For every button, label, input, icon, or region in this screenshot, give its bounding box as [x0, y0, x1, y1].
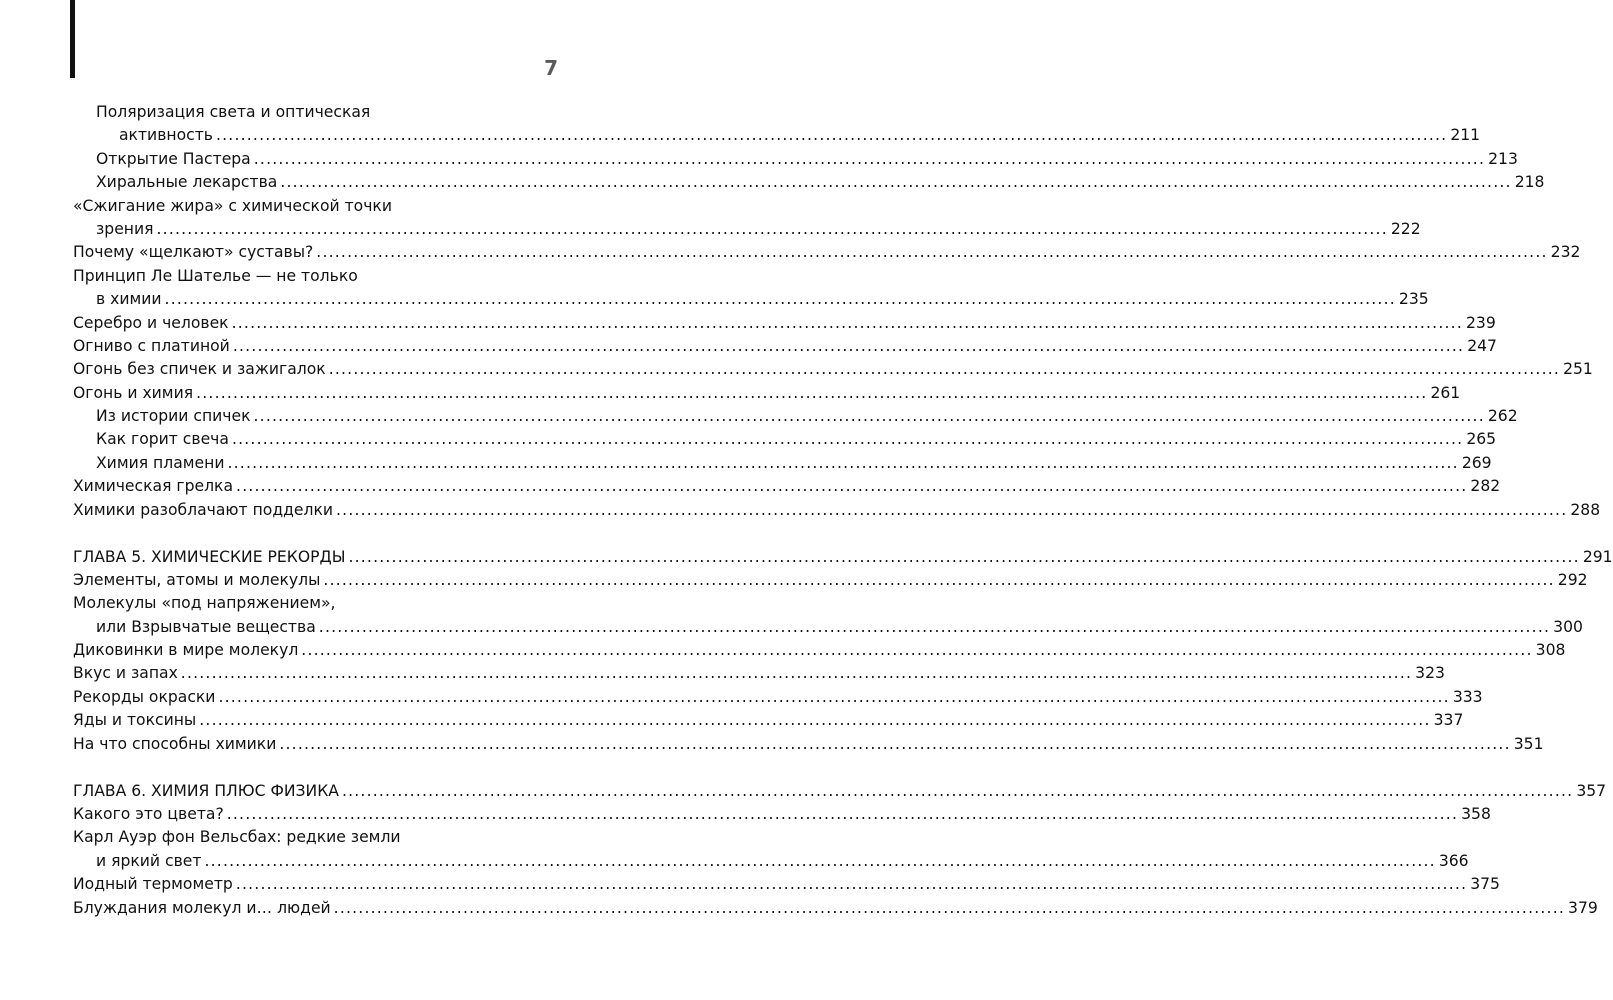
dot-leader: ........................................................................................................................................................................................................ — [235, 875, 1468, 894]
dot-leader: ........................................................................................................................................................................................................ — [341, 781, 1574, 800]
toc-entry — [73, 288, 1429, 311]
toc-entry — [73, 171, 1545, 194]
toc-entry — [73, 382, 1461, 405]
toc-entry — [73, 662, 1445, 685]
toc-entry-title: Огонь без спичек и зажигалок — [73, 360, 326, 379]
dot-leader: ........................................................................................................................................................................................................ — [318, 617, 1551, 636]
toc-entry — [73, 546, 1613, 569]
toc-entry-title: На что способны химики — [73, 734, 277, 753]
toc-entry — [73, 312, 1496, 335]
toc-entry-page: 288 — [1570, 500, 1601, 519]
dot-leader: ........................................................................................................................................................................................................ — [199, 711, 1431, 730]
toc-entry — [73, 452, 1492, 475]
toc-entry-title: ГЛАВА 5. ХИМИЧЕСКИЕ РЕКОРДЫ — [73, 547, 346, 566]
toc-entry — [73, 733, 1544, 756]
toc-entry-title: Молекулы «под напряжением», — [73, 594, 336, 613]
toc-entry-page: 375 — [1470, 875, 1500, 894]
toc-entry-page: 213 — [1488, 149, 1518, 168]
toc-entry — [73, 569, 1588, 592]
toc-entry-title: Диковинки в мире молекул — [73, 641, 299, 660]
toc-entry-title: Поляризация света и оптическая — [96, 103, 371, 121]
toc-entry-page: 337 — [1433, 711, 1464, 730]
toc-entry — [73, 218, 1421, 241]
toc-entry-title: зрения — [96, 219, 154, 238]
toc-entry-page: 357 — [1576, 781, 1607, 800]
toc-entry-title: или Взрывчатые вещества — [96, 617, 316, 636]
dot-leader: ........................................................................................................................................................................................................ — [164, 290, 1396, 309]
toc-entry-page: 239 — [1465, 313, 1496, 332]
dot-leader: ........................................................................................................................................................................................................ — [280, 173, 1512, 192]
toc-entry — [73, 850, 1469, 873]
toc-entry — [73, 335, 1497, 358]
dot-leader: ........................................................................................................................................................................................................ — [215, 126, 1448, 145]
toc-entry — [73, 358, 1593, 381]
dot-leader: ........................................................................................................................................................................................................ — [227, 453, 1459, 472]
toc-entry-title: Блуждания молекул и… людей — [73, 898, 331, 917]
toc-entry-title: Из истории спичек — [96, 407, 251, 426]
toc-entry-page: 251 — [1563, 360, 1593, 379]
page-edge-bar — [70, 0, 75, 78]
page-number: 7 — [544, 56, 558, 80]
toc-entry — [73, 475, 1501, 498]
toc-entry-page: 262 — [1487, 407, 1518, 426]
toc-entry-title: Огонь и химия — [73, 383, 194, 402]
dot-leader: ........................................................................................................................................................................................................ — [232, 336, 1465, 355]
toc-entry-title: Серебро и человек — [73, 313, 229, 332]
toc-entry-title: Вкус и запах — [73, 664, 178, 683]
toc-entry — [73, 499, 1601, 522]
dot-leader: ........................................................................................................................................................................................................ — [333, 898, 1566, 917]
toc-entry-continued — [73, 265, 517, 288]
toc-entry — [73, 803, 1491, 826]
section-gap — [73, 756, 517, 780]
toc-entry-title: Хиральные лекарства — [96, 173, 278, 192]
toc-entry-page: 358 — [1461, 804, 1491, 823]
toc-entry — [73, 686, 1483, 709]
toc-entry — [73, 616, 1583, 639]
toc-entry-title: Почему «щелкают» суставы? — [73, 243, 314, 262]
dot-leader: ........................................................................................................................................................................................................ — [279, 734, 1511, 753]
toc-entry-page: 211 — [1450, 126, 1481, 145]
toc-entry-page: 291 — [1582, 547, 1613, 566]
toc-entry-page: 333 — [1452, 687, 1483, 706]
dot-leader: ........................................................................................................................................................................................................ — [316, 243, 1548, 262]
toc-entry-page: 323 — [1415, 664, 1445, 683]
toc-entry-title: «Сжигание жира» с химической точки — [73, 196, 392, 215]
toc-entry-title: Огниво с платиной — [73, 336, 230, 355]
toc-entry-page: 235 — [1398, 290, 1429, 309]
toc-entry — [73, 124, 1481, 147]
dot-leader: ........................................................................................................................................................................................................ — [301, 641, 1533, 660]
toc-entry-page: 292 — [1557, 570, 1588, 589]
toc-entry-title: Карл Ауэр фон Вельсбах: редкие земли — [73, 828, 401, 847]
toc-entry — [73, 873, 1500, 896]
toc-entry — [73, 780, 1607, 803]
dot-leader: ........................................................................................................................................................................................................ — [204, 851, 1436, 870]
dot-leader: ........................................................................................................................................................................................................ — [336, 500, 1568, 519]
toc-entry-page: 269 — [1461, 453, 1492, 472]
toc-entry-continued — [73, 592, 517, 615]
dot-leader: ........................................................................................................................................................................................................ — [328, 360, 1561, 379]
toc-entry — [73, 428, 1497, 451]
toc-entry-title: Иодный термометр — [73, 875, 233, 894]
toc-entry-title: и яркий свет — [96, 851, 202, 870]
toc-entry-title: Яды и токсины — [73, 711, 197, 730]
toc-entry-page: 282 — [1470, 477, 1501, 496]
toc-entry-page: 222 — [1390, 219, 1421, 238]
toc-entry-title: Элементы, атомы и молекулы — [73, 570, 321, 589]
toc-entry — [73, 639, 1566, 662]
dot-leader: ........................................................................................................................................................................................................ — [253, 407, 1485, 426]
toc-entry-page: 300 — [1553, 617, 1583, 636]
dot-leader: ........................................................................................................................................................................................................ — [156, 219, 1388, 238]
dot-leader: ........................................................................................................................................................................................................ — [226, 804, 1459, 823]
dot-leader: ........................................................................................................................................................................................................ — [323, 570, 1555, 589]
dot-leader: ........................................................................................................................................................................................................ — [253, 149, 1486, 168]
toc-entry — [73, 405, 1518, 428]
toc-entry-title: Открытие Пастера — [96, 149, 251, 168]
toc-entry-page: 232 — [1550, 243, 1581, 262]
toc-entry — [73, 148, 1518, 171]
toc-entry-page: 379 — [1568, 898, 1598, 917]
toc-entry — [73, 241, 1581, 264]
section-gap — [73, 522, 517, 546]
toc-entry-title: Химики разоблачают подделки — [73, 500, 333, 519]
toc-entry-page: 247 — [1467, 336, 1497, 355]
toc-entry-page: 265 — [1466, 430, 1497, 449]
toc-entry-page: 308 — [1535, 641, 1566, 660]
toc-entry-continued — [73, 195, 517, 218]
toc-entry-page: 366 — [1438, 851, 1469, 870]
toc-entry-title: Рекорды окраски — [73, 687, 216, 706]
toc-entry-title: Какого это цвета? — [73, 804, 224, 823]
dot-leader: ........................................................................................................................................................................................................ — [196, 383, 1428, 402]
toc-entry-continued — [73, 826, 517, 849]
dot-leader: ........................................................................................................................................................................................................ — [218, 687, 1450, 706]
toc-entry-continued — [73, 101, 517, 124]
toc-entry-title: в химии — [96, 290, 162, 309]
toc-entry-title: Химия пламени — [96, 453, 225, 472]
toc-entry-title: ГЛАВА 6. ХИМИЯ ПЛЮС ФИЗИКА — [73, 781, 339, 800]
toc-entry — [73, 897, 1598, 920]
toc-entry-title: Принцип Ле Шателье — не только — [73, 266, 358, 285]
toc-entry-page: 218 — [1514, 173, 1545, 192]
dot-leader: ........................................................................................................................................................................................................ — [348, 547, 1580, 566]
dot-leader: ........................................................................................................................................................................................................ — [231, 313, 1463, 332]
toc-entry-title: Химическая грелка — [73, 477, 234, 496]
dot-leader: ........................................................................................................................................................................................................ — [231, 430, 1464, 449]
dot-leader: ........................................................................................................................................................................................................ — [236, 477, 1468, 496]
toc-entry-page: 351 — [1513, 734, 1544, 753]
toc-entry-title: активность — [119, 126, 213, 145]
table-of-contents — [73, 101, 1613, 920]
toc-entry — [73, 709, 1464, 732]
toc-entry-title: Как горит свеча — [96, 430, 229, 449]
dot-leader: ........................................................................................................................................................................................................ — [180, 664, 1413, 683]
toc-entry-page: 261 — [1430, 383, 1461, 402]
